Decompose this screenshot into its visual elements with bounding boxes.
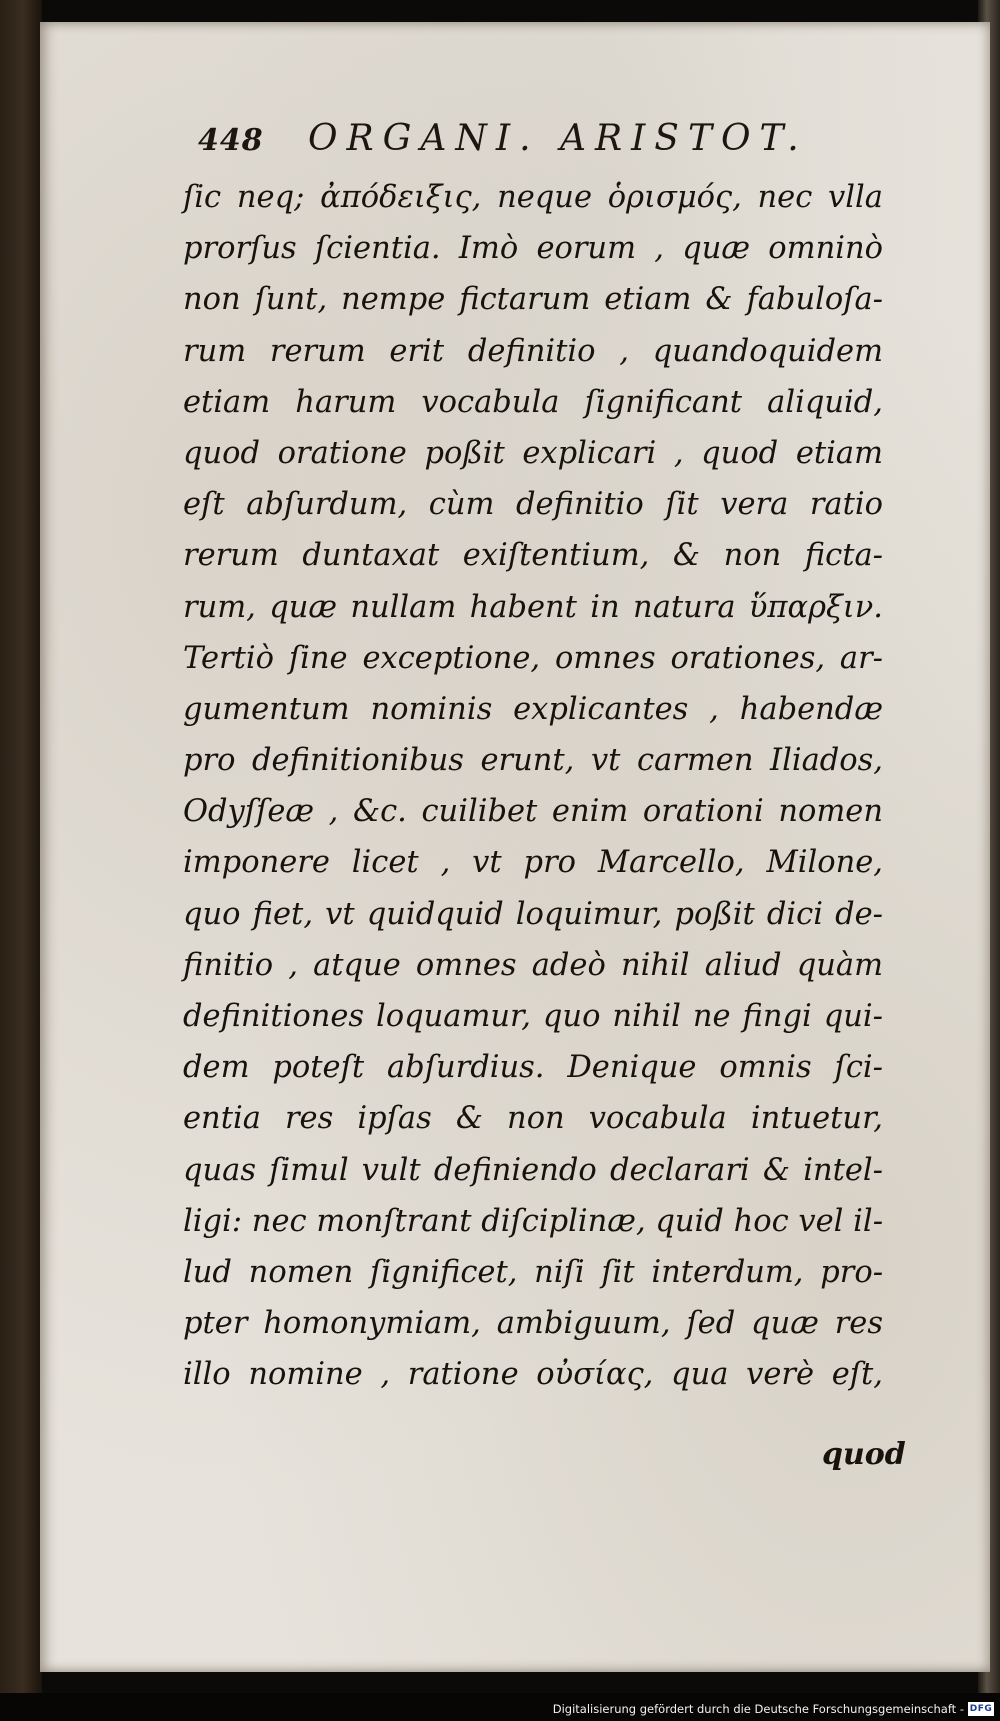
text-line: ligi: nec monſtrant diſciplinæ, quid hoc vel il- [183,1203,883,1239]
text-line: imponere licet , vt pro Marcello, Milone, [183,845,883,881]
text-line: rum rerum erit definitio , quandoquidem [183,333,883,369]
text-line: lud nomen ſignificet, niſi ſit interdum, pro- [183,1254,883,1290]
text-line: finitio , atque omnes adeò nihil aliud quàm [183,947,883,983]
running-head [198,118,878,159]
text-line: entia res ipſas & non vocabula intuetur, [183,1101,883,1137]
dfg-logo-icon: DFG [969,1704,993,1714]
text-line: ſic neq; ἀπόδειξις, neque ὁρισμός, nec vlla [183,180,883,215]
footer-bar [0,1693,1000,1721]
page-number: 448 [198,123,264,158]
text-line: non ſunt, nempe fictarum etiam & fabuloſa- [183,282,883,318]
text-line: pter homonymiam, ambiguum, ſed quæ res [183,1306,883,1342]
text-line: gumentum nominis explicantes , habendæ [183,691,883,727]
funding-credit: Digitalisierung gefördert durch die Deutsche Forschungsgemeinschaft - [552,1702,964,1716]
running-title: ORGANI. ARISTOT. [308,118,808,159]
text-line: rum, quæ nullam habent in natura ὕπαρξιν. [183,589,883,625]
text-line: quod oratione poßit explicari , quod etiam [183,435,883,471]
text-line: pro definitionibus erunt, vt carmen Iliados, [183,743,883,779]
text-line: eſt abſurdum, cùm definitio ſit vera ratio [183,487,883,523]
text-line: rerum duntaxat exiſtentium, & non ficta- [183,538,883,574]
text-line: prorſus ſcientia. Imò eorum , quæ omninò [183,231,883,267]
book-binding-edge [0,0,42,1721]
text-line: quo fiet, vt quidquid loquimur, poßit dici de- [183,896,883,932]
text-line: definitiones loquamur, quo nihil ne fingi qui- [183,999,883,1034]
body-text [183,172,883,1401]
catchword: quod [822,1437,906,1472]
text-line: quas ſimul vult definiendo declarari & intel- [183,1152,883,1188]
text-line: etiam harum vocabula ſignificant aliquid, [183,384,883,420]
text-line: Odyſſeæ , &c. cuilibet enim orationi nomen [183,794,883,830]
text-line: Tertiò ſine exceptione, omnes orationes, ar- [183,640,883,676]
text-line: illo nomine , ratione οὐσίας, qua verè eſt, [183,1357,883,1393]
text-line: dem poteſt abſurdius. Denique omnis ſci- [183,1050,883,1086]
